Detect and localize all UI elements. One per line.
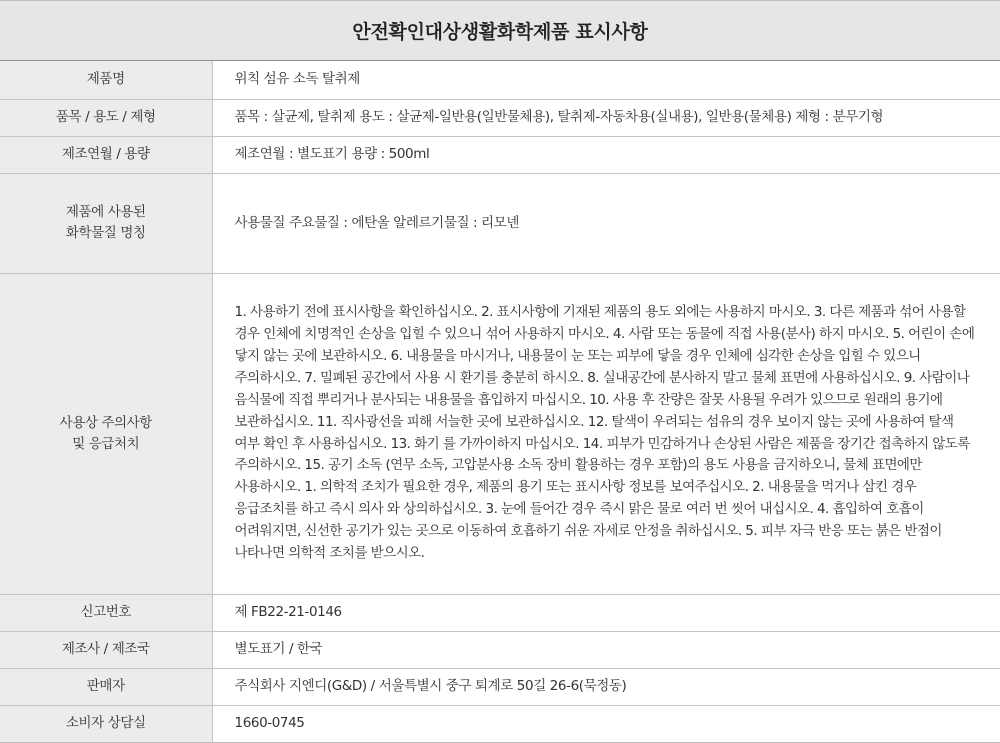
row-seller <box>0 668 1000 705</box>
row-label-customer-center: 소비자 상담실 <box>0 705 212 742</box>
row-label-manufacturer: 제조사 / 제조국 <box>0 631 212 668</box>
row-customer-center <box>0 705 1000 742</box>
row-report-number <box>0 594 1000 631</box>
row-precautions <box>0 273 1000 594</box>
row-manufacturer <box>0 631 1000 668</box>
row-value-chemicals: 사용물질 주요물질 : 에탄올 알레르기물질 : 리모넨 <box>212 173 1000 273</box>
row-label-seller: 판매자 <box>0 668 212 705</box>
row-label-item-use-form: 품목 / 용도 / 제형 <box>0 99 212 136</box>
row-value-manufacturer: 별도표기 / 한국 <box>212 631 1000 668</box>
row-item-use-form <box>0 99 1000 136</box>
row-value-date-volume: 제조연월 : 별도표기 용량 : 500ml <box>212 136 1000 173</box>
row-value-product-name: 위칙 섬유 소독 탈취제 <box>212 61 1000 99</box>
page-title: 안전확인대상생활화학제품 표시사항 <box>352 21 648 43</box>
row-chemicals <box>0 173 1000 273</box>
row-product-name <box>0 61 1000 99</box>
row-label-chemicals <box>0 173 212 273</box>
title-bar <box>0 1 1000 61</box>
row-value-seller: 주식회사 지엔디(G&D) / 서울특별시 중구 퇴계로 50길 26-6(묵정동) <box>212 668 1000 705</box>
row-label-date-volume: 제조연월 / 용량 <box>0 136 212 173</box>
row-label-precautions-line1: 사용상 주의사항 <box>59 414 152 431</box>
row-value-report-number: 제 FB22-21-0146 <box>212 594 1000 631</box>
row-label-chemicals-line2: 화학물질 명칭 <box>65 225 146 241</box>
row-value-item-use-form: 품목 : 살균제, 탈취제 용도 : 살균제-일반용(일반물체용), 탈취제-자동차용(실내용), 일반용(물체용) 제형 : 분무기형 <box>212 99 1000 136</box>
row-label-precautions-line2: 및 응급처치 <box>72 435 140 452</box>
row-value-customer-center: 1660-0745 <box>234 715 305 732</box>
row-label-product-name: 제품명 <box>0 61 212 99</box>
row-value-precautions: 1. 사용하기 전에 표시사항을 확인하십시오. 2. 표시사항에 기재된 제품의 용도 외에는 사용하지 마시오. 3. 다른 제품과 섞어 사용할 경우 인체에 치명적인 손상을 입힐 수 있으니 섞어 사용하지 마시오. 4. 사람 또는 동물에 직접 사용(분사) 하지 마시오. 5. 어린이 손에 닿지 않는 곳에 보관하시오. 6. 내용물을 마시거나, 내용물이 눈 또는 피부에 닿을 경우 인체에 심각한 손상을 입힐 수 있으니 주의하시오. 7. 밀폐된 공간에서 사용 시 환기를 충분히 하시오. 8. 실내공간에 분사하지 말고 물체 표면에 사용하십시오. 9. 사람이나 음식물에 직접 뿌리거나 분사되는 내용물을 흡입하지 마십시오. 10. 사용 후 잔량은 잘못 사용될 우려가 있으므로 원래의 용기에 보관하십시오. 11. 직사광선을 피해 서늘한 곳에 보관하십시오. 12. 탈색이 우려되는 섬유의 경우 보이지 않는 곳에 사용하여 탈색 여부 확인 후 사용하십시오. 13. 화기 를 가까이하지 마십시오. 14. 피부가 민감하거나 손상된 사람은 제품을 장기간 접촉하지 않도록 주의하시오. 15. 공기 소독 (연무 소독, 고압분사용 소독 장비 활용하는 경우 포함)의 용도 사용을 금지하오니, 물체 표면에만 사용하시오. 1. 의학적 조치가 필요한 경우, 제품의 용기 또는 표시사항 정보를 보여주십시오. 2. 내용물을 먹거나 삼킨 경우 응급조치를 하고 즉시 의사 와 상의하십시오. 3. 눈에 들어간 경우 즉시 맑은 물로 여러 번 씻어 내십시오. 4. 흡입하여 호흡이 어려워지면, 신선한 공기가 있는 곳으로 이동하여 호흡하기 쉬운 자세로 안정을 취하십시오. 5. 피부 자극 반응 또는 붉은 반점이 나타나면 의학적 조치를 받으시오. <box>212 273 1000 594</box>
label-info-table <box>0 61 1000 742</box>
row-date-volume <box>0 136 1000 173</box>
row-label-report-number: 신고번호 <box>0 594 212 631</box>
row-label-chemicals-line1: 제품에 사용된 <box>65 204 146 220</box>
row-label-precautions <box>0 273 212 594</box>
